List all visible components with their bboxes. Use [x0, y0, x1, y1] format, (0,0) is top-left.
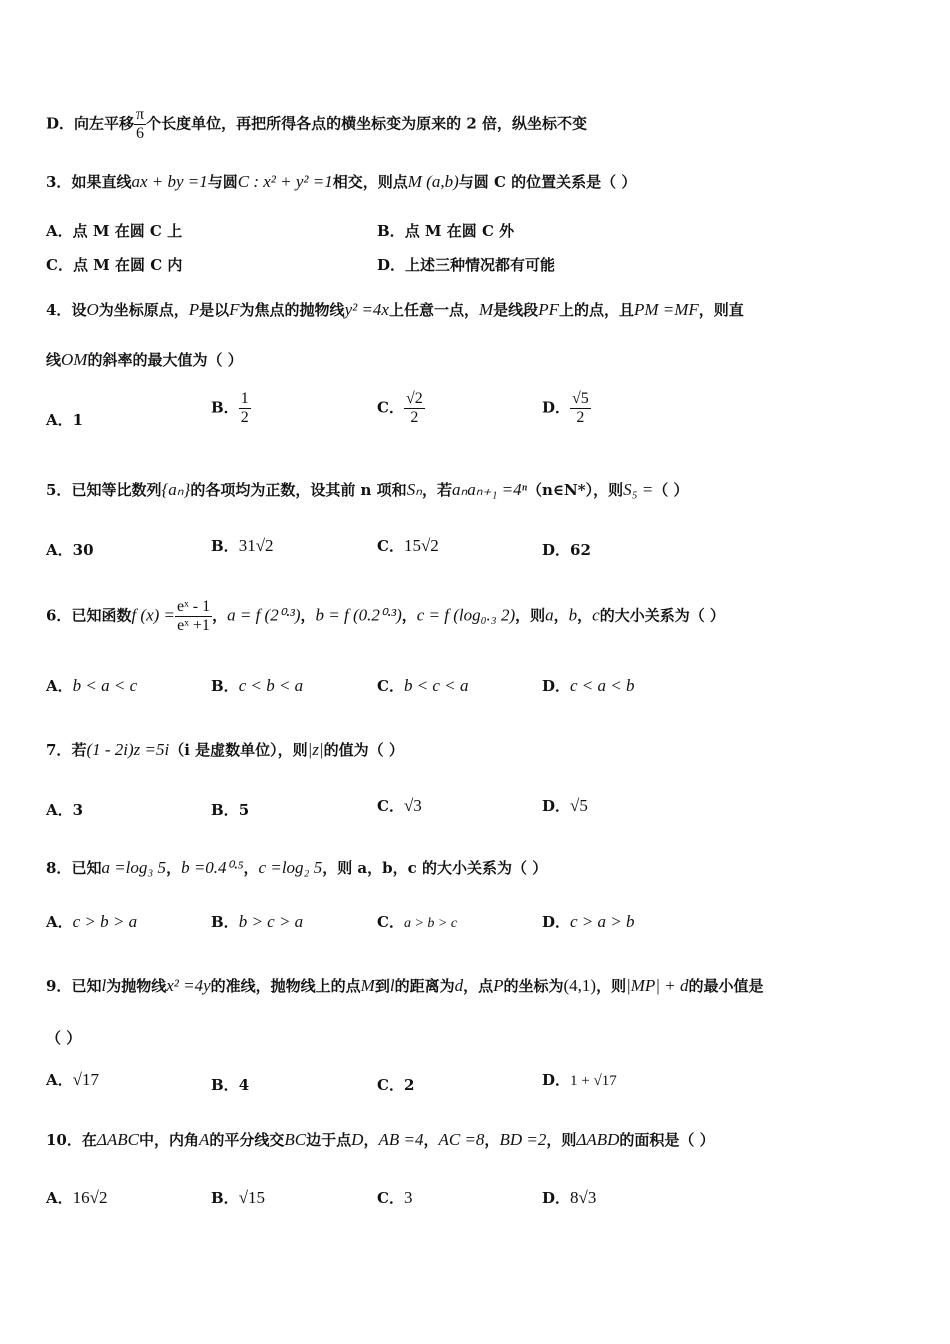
math-a: a = f (2⁰·³): [227, 605, 301, 625]
q6-option-c[interactable]: [377, 676, 468, 696]
math-condition: PM =MF: [633, 300, 699, 319]
option-label: C．: [377, 677, 404, 695]
q4-option-d[interactable]: [542, 390, 591, 427]
stem-text: ，则直: [698, 301, 744, 319]
q8-option-b[interactable]: [211, 912, 303, 932]
stem-text: ，若: [421, 481, 452, 499]
question-8: 8．已知a =log₃ 5，b =0.4⁰·⁵，c =log₂ 5，则 a，b，c 的大小关系为（ ）: [46, 858, 548, 877]
stem-text: 的各项均为正数，设其前 n 项和: [190, 481, 407, 499]
question-9-line2: [46, 1028, 81, 1048]
stem-text: 相交，则点: [332, 173, 408, 191]
option-label: A．: [46, 1071, 73, 1089]
q2d-label: D．向左平移: [46, 114, 135, 133]
math-var: P: [493, 976, 504, 995]
q6-fraction: [175, 598, 212, 635]
option-label: C．: [377, 537, 404, 555]
q4-option-a[interactable]: [46, 410, 83, 430]
option-text: c > a > b: [570, 912, 635, 931]
stem-text: 与圆 C 的位置关系是（ ）: [458, 173, 637, 191]
math-var: M: [479, 300, 494, 319]
stem-text: 边于点: [306, 1131, 352, 1149]
math-function: f (x) =: [131, 605, 176, 625]
option-text: 3: [72, 801, 84, 819]
option-label: D．: [542, 913, 571, 931]
q5-option-c[interactable]: [377, 536, 439, 556]
question-number: 5．: [46, 481, 72, 499]
stem-text: 是以: [199, 301, 230, 319]
option-label: D．: [542, 1189, 571, 1207]
math-var: Sₙ: [406, 480, 422, 499]
math-c: c =log₂ 5: [258, 858, 323, 877]
stem-text: 为焦点的抛物线: [239, 301, 345, 319]
option-text: c < a < b: [570, 676, 635, 695]
stem-text: 已知: [71, 859, 102, 877]
option-label: D．: [542, 398, 571, 417]
q7-option-a[interactable]: [46, 800, 83, 820]
math-ac: AC =8: [438, 1130, 485, 1149]
option-text: 1: [72, 411, 84, 429]
q6-option-b[interactable]: [211, 676, 303, 696]
q7-option-b[interactable]: [211, 800, 249, 820]
option-fraction: [404, 390, 425, 427]
option-fraction: [570, 390, 591, 427]
question-number: 9．: [46, 977, 72, 995]
math-c: c = f (log₀.₃ 2): [416, 605, 516, 625]
option-label: C．: [377, 797, 404, 815]
math-var: O: [86, 300, 99, 319]
math-triangle: ΔABD: [576, 1130, 620, 1149]
math-var: S₅ =: [623, 480, 654, 499]
option-text: 点 M 在圆 C 内: [72, 256, 183, 274]
option-text: c < b < a: [238, 676, 304, 695]
q5-option-a[interactable]: [46, 540, 94, 560]
stem-text: ，则: [546, 1131, 577, 1149]
stem-text: 的坐标为: [503, 977, 564, 995]
q10-option-b[interactable]: [211, 1188, 265, 1208]
fraction-numerator: 1: [240, 390, 249, 407]
option-label: B．: [211, 398, 239, 417]
q10-option-a[interactable]: [46, 1188, 107, 1208]
q2d-text: 个长度单位，再把所得各点的横坐标变为原来的 2 倍，纵坐标不变: [146, 114, 587, 133]
option-label: A．: [46, 222, 73, 240]
math-ab: AB =4: [378, 1130, 424, 1149]
q3-option-b[interactable]: [377, 221, 514, 241]
question-7: [46, 740, 404, 760]
stem-text: 到: [374, 977, 390, 995]
math-var: OM: [61, 350, 88, 369]
stem-text: 的距离为: [394, 977, 455, 995]
option-text: 62: [570, 541, 591, 559]
option-label: D．: [377, 256, 406, 274]
q10-option-d[interactable]: [542, 1188, 596, 1208]
option-text: 5: [238, 801, 250, 819]
option-text: 3: [403, 1188, 413, 1207]
question-number: 10．: [46, 1131, 82, 1149]
fraction-denominator: 2: [410, 409, 419, 426]
option-text: √17: [72, 1070, 99, 1089]
math-var: D: [351, 1130, 364, 1149]
math-var: c: [592, 605, 600, 625]
option-label: A．: [46, 913, 73, 931]
option-text: √3: [403, 796, 422, 815]
stem-text: 在: [81, 1131, 97, 1149]
fraction-numerator: √2: [405, 390, 423, 407]
stem-text: 为抛物线: [106, 977, 167, 995]
stem-text: （n∈N*），则: [527, 481, 624, 499]
option-label: D．: [542, 541, 571, 559]
question-4-line2: [46, 350, 243, 370]
stem-text: ，则: [596, 977, 627, 995]
math-line: ax + by =1: [131, 172, 208, 191]
stem-text: 为坐标原点，: [98, 301, 189, 319]
math-coordinate: (4,1): [563, 976, 597, 995]
q6-option-d[interactable]: [542, 676, 635, 696]
q5-option-b[interactable]: [211, 536, 274, 556]
option-text: 31√2: [238, 536, 274, 555]
stem-text: ，则: [515, 606, 546, 625]
option-text: 2: [403, 1076, 415, 1094]
option-text: 点 M 在圆 C 上: [72, 222, 183, 240]
stem-text: ，点: [463, 977, 494, 995]
option-label: B．: [377, 222, 405, 240]
math-b: b =0.4⁰·⁵: [181, 858, 244, 877]
stem-text: 设: [71, 301, 87, 319]
q9-option-b[interactable]: [211, 1075, 249, 1095]
stem-text: 是线段: [493, 301, 539, 319]
option-fraction: [239, 390, 251, 427]
fraction-numerator: √5: [572, 390, 589, 407]
option-text: 1 + √17: [570, 1073, 617, 1089]
fraction-denominator: 6: [136, 125, 145, 142]
option-label: D．: [542, 1071, 571, 1089]
q8-option-c[interactable]: [377, 912, 457, 934]
stem-text: 上的点，且: [558, 301, 634, 319]
q3-option-c[interactable]: [46, 255, 182, 275]
q9-option-a[interactable]: [46, 1070, 99, 1090]
fraction-denominator: 2: [576, 409, 585, 426]
stem-text: 上任意一点，: [388, 301, 479, 319]
math-b: b = f (0.2⁰·³): [315, 605, 402, 625]
q9-option-d[interactable]: [542, 1070, 617, 1091]
math-condition: aₙaₙ₊₁ =4ⁿ: [451, 480, 527, 499]
question-5: [46, 480, 688, 500]
option-text: a > b > c: [403, 916, 458, 931]
stem-text: 若: [71, 741, 87, 759]
stem-text: 的大小关系为（ ）: [599, 606, 725, 625]
option-text: 点 M 在圆 C 外: [404, 222, 515, 240]
option-text: 15√2: [403, 536, 439, 555]
stem-text: 中，内角: [138, 1131, 199, 1149]
stem-text: 已知: [71, 977, 102, 995]
math-equation: (1 - 2i)z =5i: [86, 740, 170, 759]
stem-text: 的最小值是: [688, 977, 764, 995]
math-parabola: y² =4x: [344, 300, 389, 319]
question-9: [46, 976, 763, 996]
math-var: BC: [284, 1130, 307, 1149]
option-text: 4: [238, 1076, 250, 1094]
option-label: B．: [211, 537, 239, 555]
stem-text: ，则 a，b，c 的大小关系为（ ）: [322, 859, 548, 877]
stem-text: 的面积是（ ）: [619, 1131, 715, 1149]
math-circle: C : x² + y² =1: [237, 172, 333, 191]
option-label: C．: [46, 256, 73, 274]
option-label: B．: [211, 1189, 239, 1207]
option-label: B．: [211, 1076, 239, 1094]
math-var: d: [454, 976, 464, 995]
stem-text: 已知等比数列: [71, 481, 162, 499]
math-sequence: {aₙ}: [161, 480, 191, 499]
fraction-denominator: eˣ +1: [177, 617, 210, 634]
option-text: 8√3: [570, 1188, 597, 1207]
math-expression: |MP| + d: [626, 976, 689, 995]
math-var: PF: [538, 300, 559, 319]
option-label: C．: [377, 1189, 404, 1207]
option-label: B．: [211, 913, 239, 931]
option-label: D．: [542, 677, 571, 695]
q8-option-a[interactable]: [46, 912, 137, 932]
fraction-numerator: eˣ - 1: [177, 598, 211, 615]
q4-option-b[interactable]: [211, 390, 251, 427]
stem-text: （i 是虚数单位），则: [169, 741, 308, 759]
stem-text: 的值为（ ）: [323, 741, 404, 759]
option-label: C．: [377, 1076, 404, 1094]
option-label: B．: [211, 801, 239, 819]
option-text: 30: [72, 541, 94, 559]
math-var: P: [188, 300, 200, 319]
math-point: M (a,b): [407, 172, 459, 191]
q3-option-d[interactable]: [377, 255, 555, 275]
option-text: b < c < a: [403, 676, 469, 695]
stem-text: 已知函数: [71, 606, 132, 625]
stem-text: 线: [46, 351, 62, 369]
stem-text: 的平分线交: [209, 1131, 285, 1149]
math-var: a: [545, 605, 554, 625]
option-label: A．: [46, 801, 73, 819]
question-3: [46, 172, 636, 192]
option-label: A．: [46, 411, 73, 429]
question-number: 3．: [46, 173, 72, 191]
option-label: B．: [211, 677, 239, 695]
q5-option-d[interactable]: [542, 540, 591, 560]
stem-text: 与圆: [207, 173, 238, 191]
option-text: b > c > a: [238, 912, 304, 931]
option-label: D．: [542, 797, 571, 815]
question-4: [46, 300, 744, 320]
question-6: 6．已知函数f (x) = $\frac{\text{eˣ - 1}}{\text{eˣ +1}}$ ，a = f (2⁰·³)，b = f (0.2⁰·³)，c = f (log₀.₃ 2)，则a，b，c的大小关系为（ ）: [46, 598, 725, 634]
question-number: 6．: [46, 606, 72, 625]
question-number: 8．: [46, 859, 72, 877]
option-text: √5: [570, 796, 588, 815]
math-parabola: x² =4y: [166, 976, 211, 995]
stem-text: 的准线，抛物线上的点: [210, 977, 361, 995]
stem-text: （ ）: [46, 1029, 82, 1047]
math-triangle: ΔABC: [96, 1130, 139, 1149]
option-label: C．: [377, 398, 404, 417]
math-bd: BD =2: [499, 1130, 547, 1149]
q6-option-a[interactable]: [46, 676, 137, 696]
math-var: M: [360, 976, 375, 995]
option-label: A．: [46, 541, 73, 559]
option-text: c > b > a: [72, 912, 138, 931]
option-text: b < a < c: [72, 676, 138, 695]
math-var: F: [229, 300, 240, 319]
question-number: 4．: [46, 301, 72, 319]
option-label: A．: [46, 1189, 73, 1207]
q8-option-d[interactable]: [542, 912, 635, 932]
math-a: a =log₃ 5: [101, 858, 167, 877]
q9-option-c[interactable]: [377, 1075, 414, 1095]
math-abs: |z|: [307, 740, 324, 759]
stem-text: 如果直线: [71, 173, 132, 191]
fraction-denominator: 2: [240, 409, 249, 426]
q10-option-c[interactable]: [377, 1188, 412, 1208]
math-var: A: [199, 1130, 210, 1149]
q2-option-d: [46, 106, 587, 143]
option-label: A．: [46, 677, 73, 695]
option-text: 16√2: [72, 1188, 108, 1207]
math-var: l: [389, 976, 395, 995]
stem-text: （ ）: [653, 481, 689, 499]
option-text: 上述三种情况都有可能: [405, 256, 556, 274]
q3-option-a[interactable]: [46, 221, 182, 241]
fraction-numerator: π: [136, 106, 145, 123]
option-text: √15: [238, 1188, 266, 1207]
stem-text: 的斜率的最大值为（ ）: [87, 351, 243, 369]
option-label: C．: [377, 913, 404, 931]
q7-option-c[interactable]: [377, 796, 422, 816]
q4-option-c[interactable]: [377, 390, 425, 427]
math-var: l: [101, 976, 107, 995]
q2d-fraction: [134, 106, 146, 143]
question-number: 7．: [46, 741, 72, 759]
question-10: 10．在ΔABC中，内角A的平分线交BC边于点D，AB =4，AC =8，BD =2，则ΔABD的面积是（ ）: [46, 1130, 715, 1149]
q7-option-d[interactable]: [542, 796, 588, 816]
math-var: b: [568, 605, 578, 625]
